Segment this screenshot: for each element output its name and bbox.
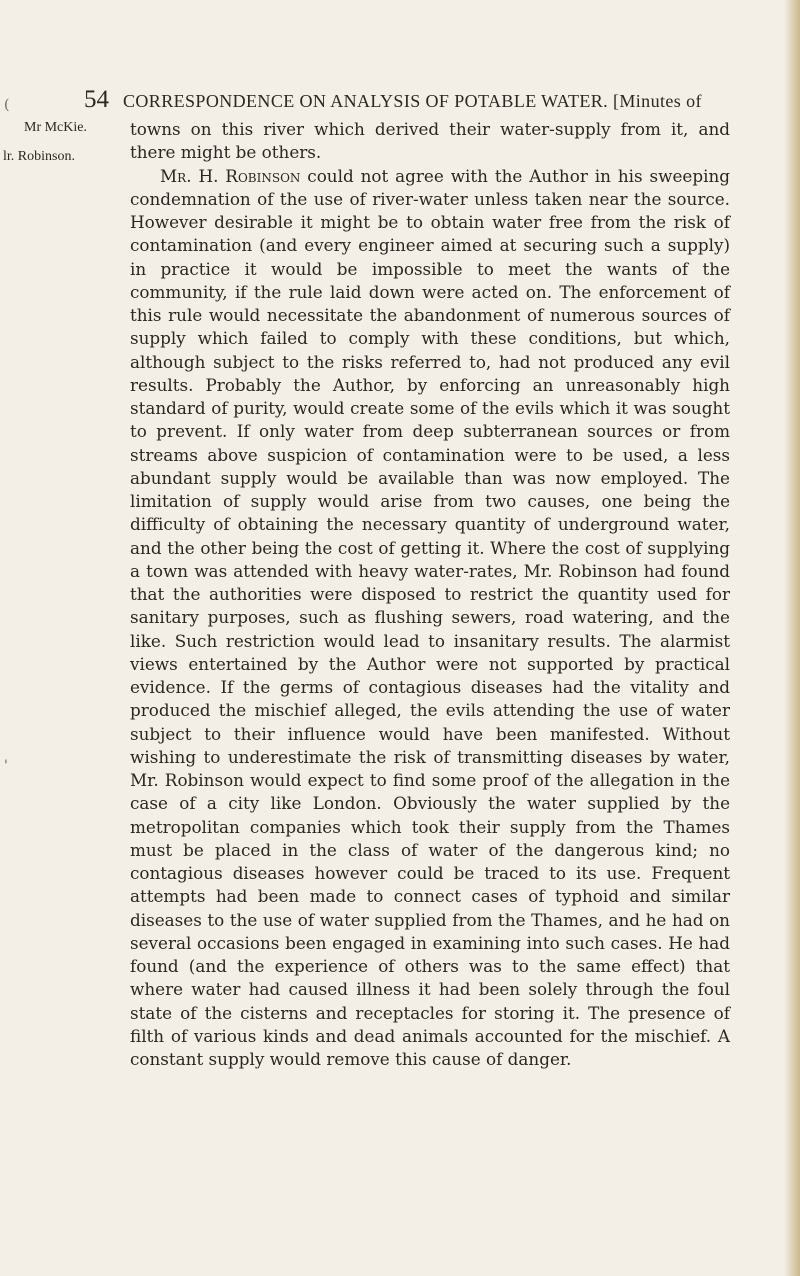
body-text: [130, 118, 730, 1071]
page-number: 54: [84, 86, 109, 113]
paragraph: [130, 165, 730, 1072]
margin-note-speaker: lr. Robinson.: [3, 149, 75, 164]
margin-mark: (: [4, 97, 10, 113]
page-edge: [784, 0, 800, 1276]
running-title: CORRESPONDENCE ON ANALYSIS OF POTABLE WATER. [Minutes of: [123, 91, 702, 111]
page-header: [80, 86, 760, 116]
speaker-name: Mr. H. Robinson: [160, 165, 301, 186]
paragraph-text: could not agree with the Author in his sweeping condemnation of the use of river-water unless taken near the source. However desirable it might be to obtain water free from the risk of contamination (and every engineer aimed at securing such a supply) in practice it would be impossible to meet the wants of the community, if the rule laid down were acted on. The enforcement of this rule would necessitate the abandonment of numerous sources of supply which failed to comply with these conditions, but which, although subject to the risks referred to, had not produced any evil results. Probably the Author, by enforcing an unreasonably high standard of purity, would create some of the evils which it was sought to prevent. If only water from deep subterranean sources or from streams above suspicion of contamination were to be used, a less abundant supply would be available than was now employed. The limitation of supply would arise from two causes, one being the difficulty of obtaining the necessary quantity of underground water, and the other being the cost of getting it. Where the cost of supplying a town was attended with heavy water-rates, Mr. Robinson had found that the authorities were disposed to restrict the quantity used for sanitary purposes, such as flushing sewers, road watering, and the like. Such restriction would lead to insanitary results. The alarmist views entertained by the Author were not supported by practical evidence. If the germs of contagious diseases had the vitality and produced the mischief alleged, the evils attending the use of water subject to their influence would have been manifested. Without wishing to underestimate the risk of transmitting diseases by water, Mr. Robinson would expect to find some proof of the allegation in the case of a city like London. Obviously the water supplied by the metropolitan companies which took their supply from the Thames must be placed in the class of water of the dangerous kind; no contagious diseases however could be traced to its use. Frequent attempts had been made to connect cases of typhoid and similar diseases to the use of water supplied from the Thames, and he had on several occasions been engaged in examining into such cases. He had found (and the experience of others was to the same effect) that where water had caused illness it had been solely through the foul state of the cisterns and receptacles for storing it. The presence of filth of various kinds and dead animals accounted for the mischief. A constant supply would remove this cause of danger.: [130, 165, 730, 1069]
margin-note-speaker: Mr McKie.: [24, 120, 87, 135]
margin-mark: ': [4, 758, 8, 774]
paragraph: towns on this river which derived their water-supply from it, and there might be others.: [130, 119, 730, 163]
